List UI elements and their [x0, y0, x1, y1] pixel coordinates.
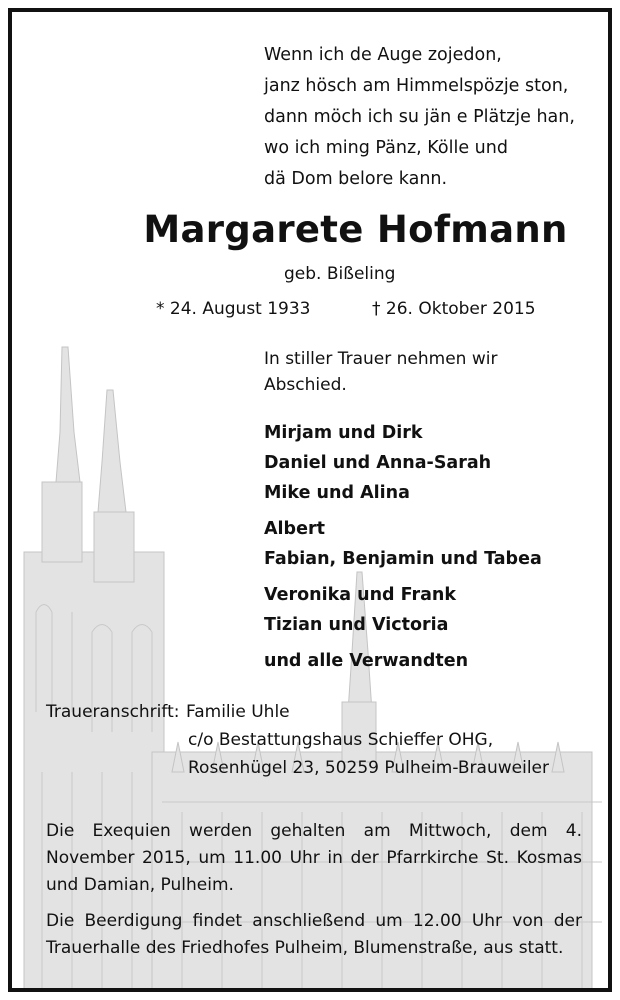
death-date: † 26. Oktober 2015 [372, 299, 536, 319]
mourner-line: Mirjam und Dirk [264, 423, 423, 443]
poem-line: dä Dom belore kann. [264, 169, 448, 189]
mourner-line: Veronika und Frank [264, 585, 457, 605]
poem [264, 40, 575, 195]
mourner-line: Mike und Alina [264, 483, 410, 503]
mourning-address [46, 698, 549, 782]
poem-line: wo ich ming Pänz, Kölle und [264, 138, 508, 158]
poem-line: janz hösch am Himmelspözje ston, [264, 76, 569, 96]
address-label: Traueranschrift: [46, 702, 180, 722]
mourning-text: In stiller Trauer nehmen wir Abschied. [264, 349, 498, 395]
mourner-line: Daniel und Anna-Sarah [264, 453, 492, 473]
deceased-name: Margarete Hofmann [143, 208, 568, 251]
mourner-line: Fabian, Benjamin und Tabea [264, 549, 542, 569]
mourner-group [264, 514, 542, 574]
address-line: Familie Uhle [186, 702, 290, 722]
mourner-line: Tizian und Victoria [264, 615, 449, 635]
mourner-group [264, 418, 491, 508]
address-line: c/o Bestattungshaus Schieffer OHG, [188, 730, 494, 750]
service-notice: Die Exequien werden gehalten am Mittwoch, dem 4. November 2015, um 11.00 Uhr in der Pfarrkirche St. Kosmas und Damian, Pulheim. [46, 821, 582, 895]
mourner-line: Albert [264, 519, 325, 539]
obituary-frame [8, 8, 612, 992]
burial-notice: Die Beerdigung findet anschließend um 12.00 Uhr von der Trauerhalle des Friedhofes Pulheim, Blumenstraße, aus statt. [46, 911, 582, 958]
relatives-line: und alle Verwandten [264, 651, 469, 671]
birth-date: * 24. August 1933 [156, 299, 311, 319]
poem-line: Wenn ich de Auge zojedon, [264, 45, 502, 65]
address-line: Rosenhügel 23, 50259 Pulheim-Brauweiler [188, 758, 549, 778]
maiden-name: geb. Bißeling [284, 264, 396, 284]
mourner-group [264, 580, 456, 640]
poem-line: dann möch ich su jän e Plätzje han, [264, 107, 575, 127]
